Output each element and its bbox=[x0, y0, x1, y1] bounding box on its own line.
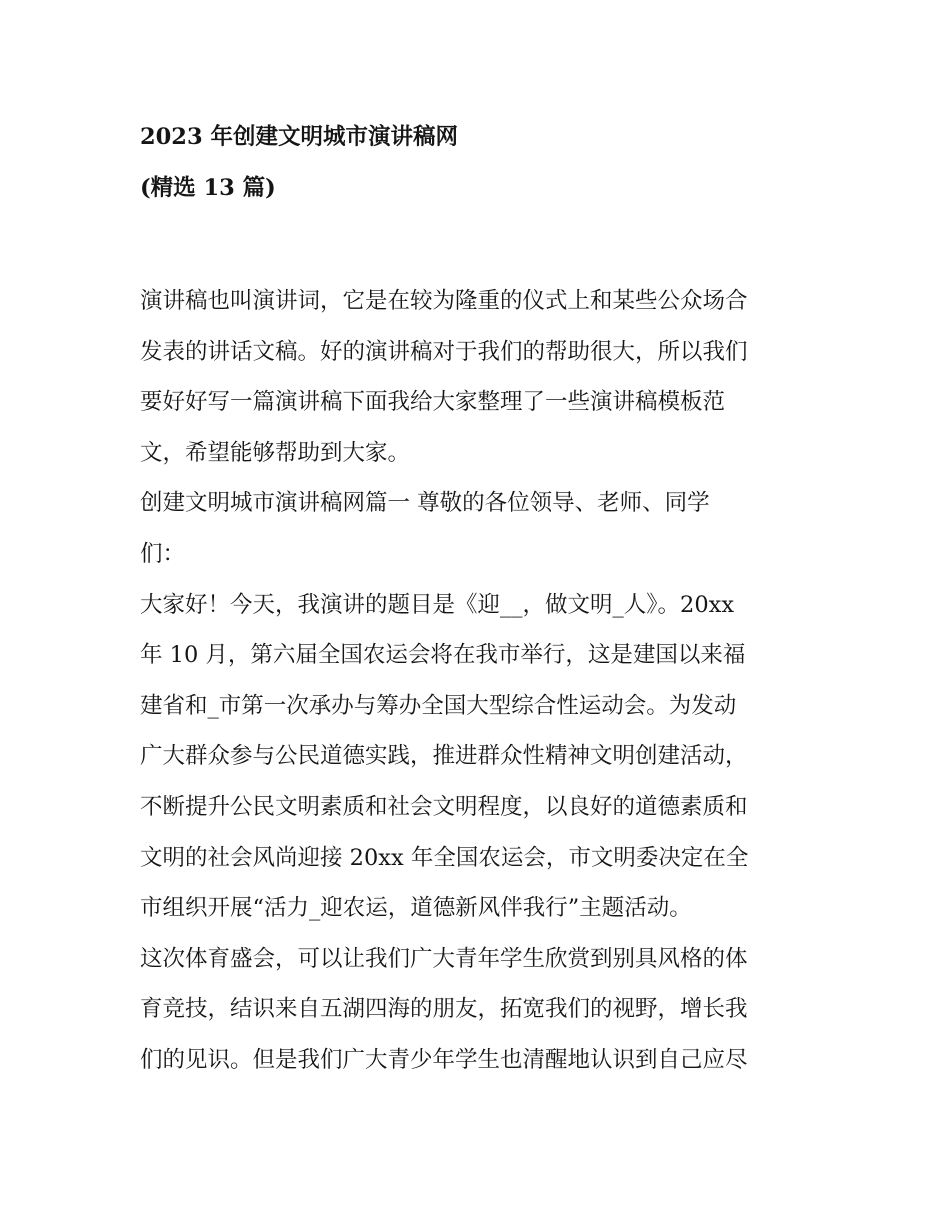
text-line: 们的见识。但是我们广大青少年学生也清醒地认识到自己应尽 bbox=[140, 1046, 748, 1073]
text-line: 文明的社会风尚迎接 20xx 年全国农运会，市文明委决定在全 bbox=[140, 844, 749, 871]
title-line: (精选 13 篇) bbox=[140, 174, 276, 201]
text-line: 要好好写一篇演讲稿下面我给大家整理了一些演讲稿模板范 bbox=[140, 389, 726, 416]
text-line: 这次体育盛会，可以让我们广大青年学生欣赏到别具风格的体 bbox=[140, 945, 748, 972]
paragraph-intro bbox=[140, 276, 830, 478]
text-line: 创建文明城市演讲稿网篇一 尊敬的各位领导、老师、同学 bbox=[140, 490, 710, 517]
paragraph-continuation bbox=[140, 934, 830, 1086]
text-line: 年 10 月，第六届全国农运会将在我市举行，这是建国以来福 bbox=[140, 642, 746, 669]
text-line: 大家好！今天，我演讲的题目是《迎__，做文明_人》。20xx bbox=[140, 591, 735, 618]
text-line: 建省和_市第一次承办与筹办全国大型综合性运动会。为发动 bbox=[140, 692, 737, 719]
document-body bbox=[140, 276, 830, 1086]
title-line: 2023 年创建文明城市演讲稿网 bbox=[140, 124, 458, 150]
text-line: 演讲稿也叫演讲词，它是在较为隆重的仪式上和某些公众场合 bbox=[140, 288, 748, 314]
paragraph-greeting bbox=[140, 478, 830, 579]
text-line: 们： bbox=[140, 540, 186, 567]
text-line: 广大群众参与公民道德实践，推进群众性精神文明创建活动， bbox=[140, 743, 748, 770]
text-line: 文，希望能够帮助到大家。 bbox=[140, 439, 411, 466]
text-line: 市组织开展“活力_迎农运，道德新风伴我行”主题活动。 bbox=[140, 895, 692, 922]
paragraph-main bbox=[140, 580, 830, 934]
text-line: 不断提升公民文明素质和社会文明程度，以良好的道德素质和 bbox=[140, 793, 748, 820]
text-line: 发表的讲话文稿。好的演讲稿对于我们的帮助很大，所以我们 bbox=[140, 338, 748, 365]
document-title bbox=[140, 112, 830, 213]
text-line: 育竞技，结识来自五湖四海的朋友，拓宽我们的视野，增长我 bbox=[140, 996, 748, 1023]
